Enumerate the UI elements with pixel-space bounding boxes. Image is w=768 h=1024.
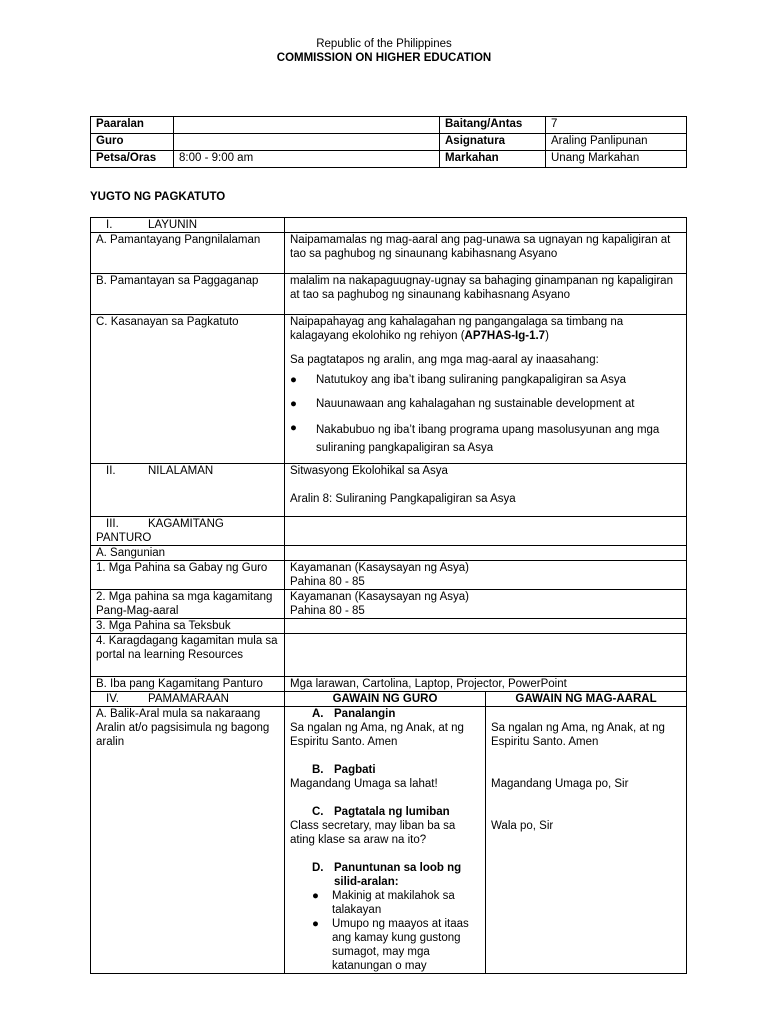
bullet-icon: ●	[290, 422, 297, 434]
karagdagang-row	[91, 634, 687, 677]
empty-cell	[285, 517, 687, 546]
layunin-heading	[91, 218, 285, 233]
paggaganap-label: B. Pamantayan sa Paggaganap	[91, 274, 285, 315]
guro-value	[174, 134, 440, 151]
roman-numeral: II.	[106, 465, 116, 477]
page-range: Pahina 80 - 85	[290, 605, 365, 617]
iba-pang-label: B. Iba pang Kagamitang Panturo	[91, 677, 285, 692]
roman-numeral: III.	[106, 518, 119, 530]
step-heading	[290, 763, 480, 777]
pamamaraan-label: PAMAMARAAN	[148, 693, 229, 705]
step-title: Panuntunan sa loob ng silid-aralan:	[334, 862, 462, 888]
kagamitang-mag-aaral-row	[91, 590, 687, 619]
gawain-mag-aaral-header: GAWAIN NG MAG-AARAL	[486, 692, 687, 707]
student-text: Magandang Umaga po, Sir	[491, 778, 629, 790]
info-table	[90, 116, 687, 168]
pamamaraan-heading	[91, 692, 285, 707]
objective-text: Natutukoy ang iba’t ibang suliraning pangkapaligiran sa Asya	[316, 374, 627, 386]
rule-text: Makinig at makilahok sa talakayan	[332, 890, 455, 916]
step-title: Pagtatala ng lumiban	[334, 806, 450, 818]
petsa-value: 8:00 - 9:00 am	[174, 151, 440, 168]
empty-cell	[285, 634, 687, 677]
objective-item	[290, 373, 681, 387]
paaralan-value	[174, 117, 440, 134]
step-heading	[290, 707, 480, 721]
book-title: Kayamanan (Kasaysayan ng Asya)	[290, 591, 469, 603]
nilalaman-value	[285, 464, 687, 517]
kasanayan-main: Naipapahayag ang kahalagahan ng pangangalaga sa timbang na kalagayang ekolohiko ng rehiyon (	[290, 316, 624, 342]
empty-cell	[285, 546, 687, 561]
lesson-plan-table	[90, 217, 687, 974]
step-letter: B.	[312, 764, 324, 776]
kasanayan-end: )	[545, 330, 549, 342]
asignatura-value: Araling Panlipunan	[546, 134, 687, 151]
objective-text: Nauunawaan ang kahalagahan ng sustainable development at	[316, 398, 635, 410]
step-title: Panalangin	[334, 708, 396, 720]
bullet-icon: ●	[290, 398, 297, 410]
kasanayan-label: C. Kasanayan sa Pagkatuto	[91, 315, 285, 464]
bullet-icon: ●	[290, 374, 297, 386]
balik-aral-label: A. Balik-Aral mula sa nakaraang Aralin at/o pagsisimula ng bagong aralin	[91, 707, 285, 974]
step-letter: D.	[312, 862, 324, 874]
teacher-text: Sa ngalan ng Ama, ng Anak, at ng Espiritu Santo. Amen	[290, 722, 464, 748]
iba-pang-row	[91, 677, 687, 692]
teksbuk-row	[91, 619, 687, 634]
objective-item	[290, 397, 681, 411]
kagamitang-mag-aaral-label: 2. Mga pahina sa mga kagamitang Pang-Mag-aaral	[91, 590, 285, 619]
section-title: YUGTO NG PAGKATUTO	[90, 191, 226, 203]
book-title: Kayamanan (Kasaysayan ng Asya)	[290, 562, 469, 574]
step-heading	[290, 805, 480, 819]
iba-pang-value: Mga larawan, Cartolina, Laptop, Projector, PowerPoint	[285, 677, 687, 692]
republic-line: Republic of the Philippines	[316, 38, 452, 50]
nilalaman-topic: Sitwasyong Ekolohikal sa Asya	[290, 465, 448, 477]
gabay-guro-value	[285, 561, 687, 590]
kasanayan-intro: Sa pagtatapos ng aralin, ang mga mag-aaral ay inaasahang:	[290, 354, 599, 366]
layunin-heading-row	[91, 218, 687, 233]
gawain-guro-cell	[285, 707, 486, 974]
kagamitan-label: KAGAMITANG PANTURO	[96, 518, 224, 544]
gawain-guro-header: GAWAIN NG GURO	[285, 692, 486, 707]
kagamitan-heading	[91, 517, 285, 546]
roman-numeral: IV.	[106, 693, 120, 705]
nilalaman-lesson: Aralin 8: Suliraning Pangkapaligiran sa Asya	[290, 493, 516, 505]
rule-text: Umupo ng maayos at itaas ang kamay kung gustong sumagot, may mga katanungan o may	[332, 918, 469, 972]
petsa-label: Petsa/Oras	[91, 151, 174, 168]
bullet-icon: ●	[312, 918, 319, 930]
info-row	[91, 134, 687, 151]
pamamaraan-heading-row	[91, 692, 687, 707]
karagdagang-label: 4. Karagdagang kagamitan mula sa portal na learning Resources	[91, 634, 285, 677]
pamantayang-row	[91, 233, 687, 274]
step-letter: A.	[312, 708, 324, 720]
info-row	[91, 117, 687, 134]
gabay-guro-row	[91, 561, 687, 590]
student-text: Sa ngalan ng Ama, ng Anak, at ng Espiritu Santo. Amen	[491, 722, 665, 748]
gawain-mag-aaral-cell	[486, 707, 687, 974]
nilalaman-label: NILALAMAN	[148, 465, 214, 477]
kasanayan-row	[91, 315, 687, 464]
sangunian-label: A. Sangunian	[91, 546, 285, 561]
kagamitan-heading-row	[91, 517, 687, 546]
info-row	[91, 151, 687, 168]
competency-code: AP7HAS-Ig-1.7	[464, 330, 546, 342]
nilalaman-row	[91, 464, 687, 517]
baitang-label: Baitang/Antas	[440, 117, 546, 134]
roman-numeral: I.	[106, 219, 113, 231]
page-range: Pahina 80 - 85	[290, 576, 365, 588]
markahan-label: Markahan	[440, 151, 546, 168]
balik-aral-row	[91, 707, 687, 974]
sangunian-row	[91, 546, 687, 561]
student-text: Wala po, Sir	[491, 820, 554, 832]
nilalaman-heading	[91, 464, 285, 517]
document-header	[0, 37, 768, 65]
commission-line: COMMISSION ON HIGHER EDUCATION	[276, 52, 492, 64]
empty-cell	[285, 218, 687, 233]
paaralan-label: Paaralan	[91, 117, 174, 134]
bullet-icon: ●	[312, 890, 319, 902]
step-title: Pagbati	[334, 764, 376, 776]
baitang-value: 7	[546, 117, 687, 134]
teacher-text: Magandang Umaga sa lahat!	[290, 778, 438, 790]
teacher-text: Class secretary, may liban ba sa ating klase sa araw na ito?	[290, 820, 456, 846]
kasanayan-value	[285, 315, 687, 464]
paggaganap-row	[91, 274, 687, 315]
empty-cell	[285, 619, 687, 634]
teksbuk-label: 3. Mga Pahina sa Teksbuk	[91, 619, 285, 634]
step-heading	[290, 861, 480, 889]
kasanayan-text	[290, 315, 681, 343]
markahan-value: Unang Markahan	[546, 151, 687, 168]
rule-item	[312, 917, 480, 973]
layunin-label: LAYUNIN	[148, 219, 197, 231]
objective-text: Nakabubuo ng iba’t ibang programa upang masolusyunan ang mga suliraning pangkapaligiran sa Asya	[316, 424, 660, 454]
guro-label: Guro	[91, 134, 174, 151]
objective-item	[290, 421, 681, 457]
rules-list	[290, 889, 480, 973]
rule-item	[312, 889, 480, 917]
pamantayang-label: A. Pamantayang Pangnilalaman	[91, 233, 285, 274]
gabay-guro-label: 1. Mga Pahina sa Gabay ng Guro	[91, 561, 285, 590]
asignatura-label: Asignatura	[440, 134, 546, 151]
kagamitang-mag-aaral-value	[285, 590, 687, 619]
step-letter: C.	[312, 806, 324, 818]
pamantayang-value: Naipamamalas ng mag-aaral ang pag-unawa sa ugnayan ng kapaligiran at tao sa paghubog ng sinaunang kabihasnang Asyano	[285, 233, 687, 274]
paggaganap-value: malalim na nakapaguugnay-ugnay sa bahaging ginampanan ng kapaligiran at tao sa paghubog ng sinaunang kabihasnang Asyano	[285, 274, 687, 315]
